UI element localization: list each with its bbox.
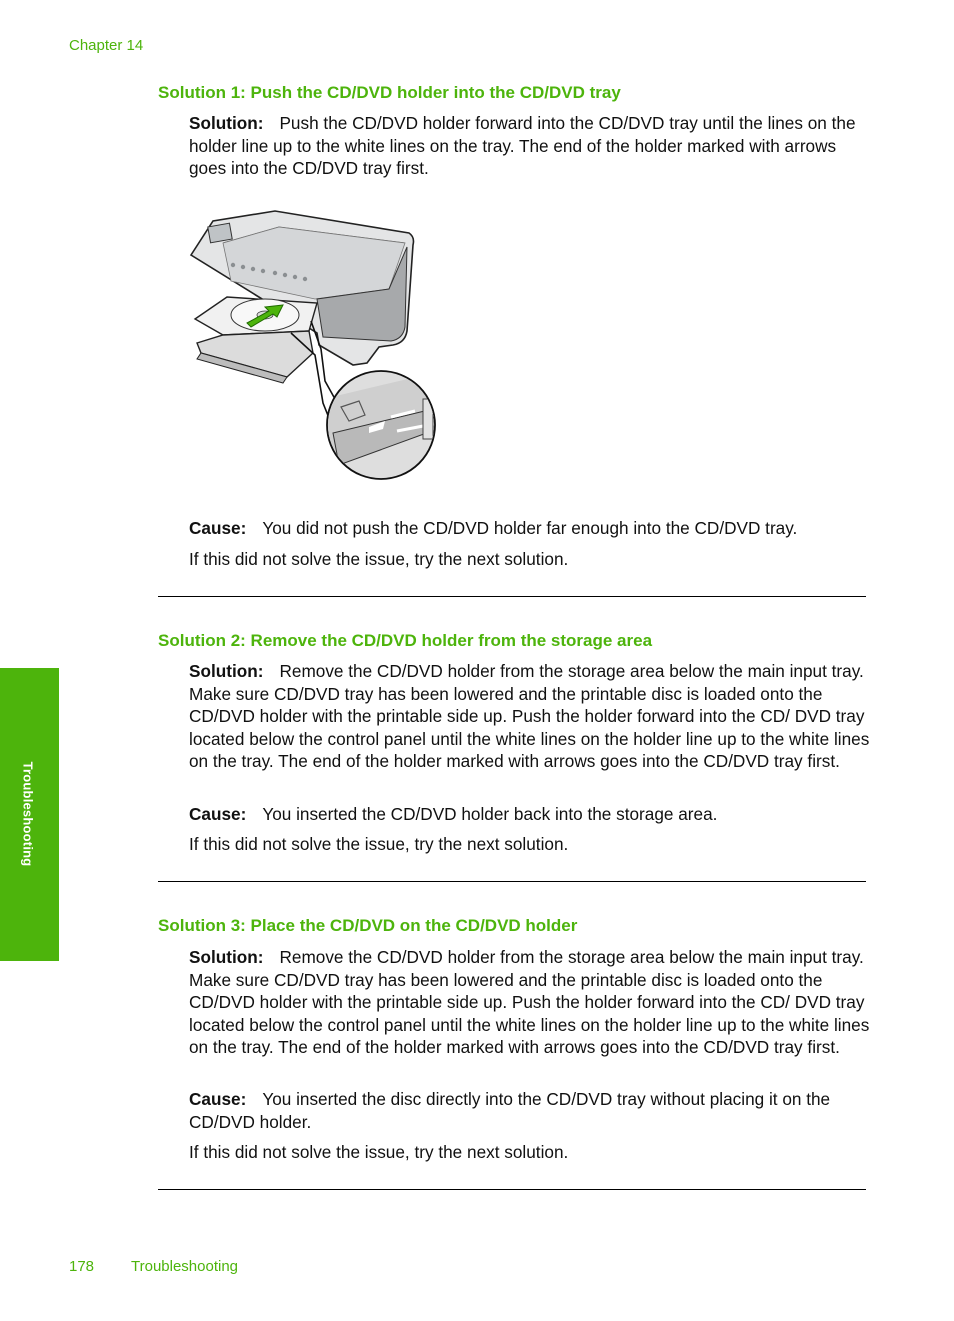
section-1-heading: Solution 1: Push the CD/DVD holder into the CD/DVD tray bbox=[158, 83, 621, 102]
section-1-next: If this did not solve the issue, try the next solution. bbox=[189, 549, 569, 569]
cause-label: Cause: bbox=[189, 804, 247, 824]
printer-illustration bbox=[183, 203, 445, 487]
side-tab bbox=[0, 668, 59, 961]
section-3-cause bbox=[189, 1088, 871, 1133]
page-number: 178 bbox=[69, 1258, 95, 1275]
section-2-cause bbox=[189, 803, 871, 826]
cause-text: You did not push the CD/DVD holder far enough into the CD/DVD tray. bbox=[262, 518, 798, 538]
section-2-heading: Solution 2: Remove the CD/DVD holder from the storage area bbox=[158, 631, 653, 650]
solution-text: Push the CD/DVD holder forward into the CD/DVD tray until the lines on the holder line up to the white lines on the tray. The end of the holder marked with arrows goes into the CD/DVD tray first. bbox=[189, 113, 856, 178]
section-1-solution bbox=[189, 112, 871, 180]
section-2-solution bbox=[189, 660, 871, 773]
section-3-heading: Solution 3: Place the CD/DVD on the CD/DVD holder bbox=[158, 916, 578, 935]
section-3-solution bbox=[189, 946, 871, 1059]
divider bbox=[158, 1189, 866, 1190]
section-1-cause bbox=[189, 517, 871, 540]
section-2-next: If this did not solve the issue, try the next solution. bbox=[189, 834, 569, 854]
divider bbox=[158, 596, 866, 597]
solution-label: Solution: bbox=[189, 661, 264, 681]
section-3-next: If this did not solve the issue, try the next solution. bbox=[189, 1142, 569, 1162]
cause-label: Cause: bbox=[189, 1089, 247, 1109]
chapter-header: Chapter 14 bbox=[69, 37, 144, 54]
solution-label: Solution: bbox=[189, 113, 264, 133]
solution-text: Remove the CD/DVD holder from the storage area below the main input tray. Make sure CD/DVD tray has been lowered and the printable disc is loaded onto the CD/DVD holder with the printable side up. Push the holder forward into the CD/ DVD tray located below the control panel until the white lines on the holder line up to the white lines on the tray. The end of the holder marked with arrows goes into the CD/DVD tray first. bbox=[189, 661, 870, 771]
solution-label: Solution: bbox=[189, 947, 264, 967]
cause-text: You inserted the disc directly into the CD/DVD tray without placing it on the CD/DVD holder. bbox=[189, 1089, 831, 1132]
solution-text: Remove the CD/DVD holder from the storage area below the main input tray. Make sure CD/DVD tray has been lowered and the printable disc is loaded onto the CD/DVD holder with the printable side up. Push the holder forward into the CD/ DVD tray located below the control panel until the white lines on the holder line up to the white lines on the tray. The end of the holder marked with arrows goes into the CD/DVD tray first. bbox=[189, 947, 870, 1057]
divider bbox=[158, 881, 866, 882]
footer-section: Troubleshooting bbox=[131, 1258, 239, 1275]
cause-text: You inserted the CD/DVD holder back into the storage area. bbox=[262, 804, 718, 824]
side-tab-label: Troubleshooting bbox=[20, 761, 36, 867]
cause-label: Cause: bbox=[189, 518, 247, 538]
